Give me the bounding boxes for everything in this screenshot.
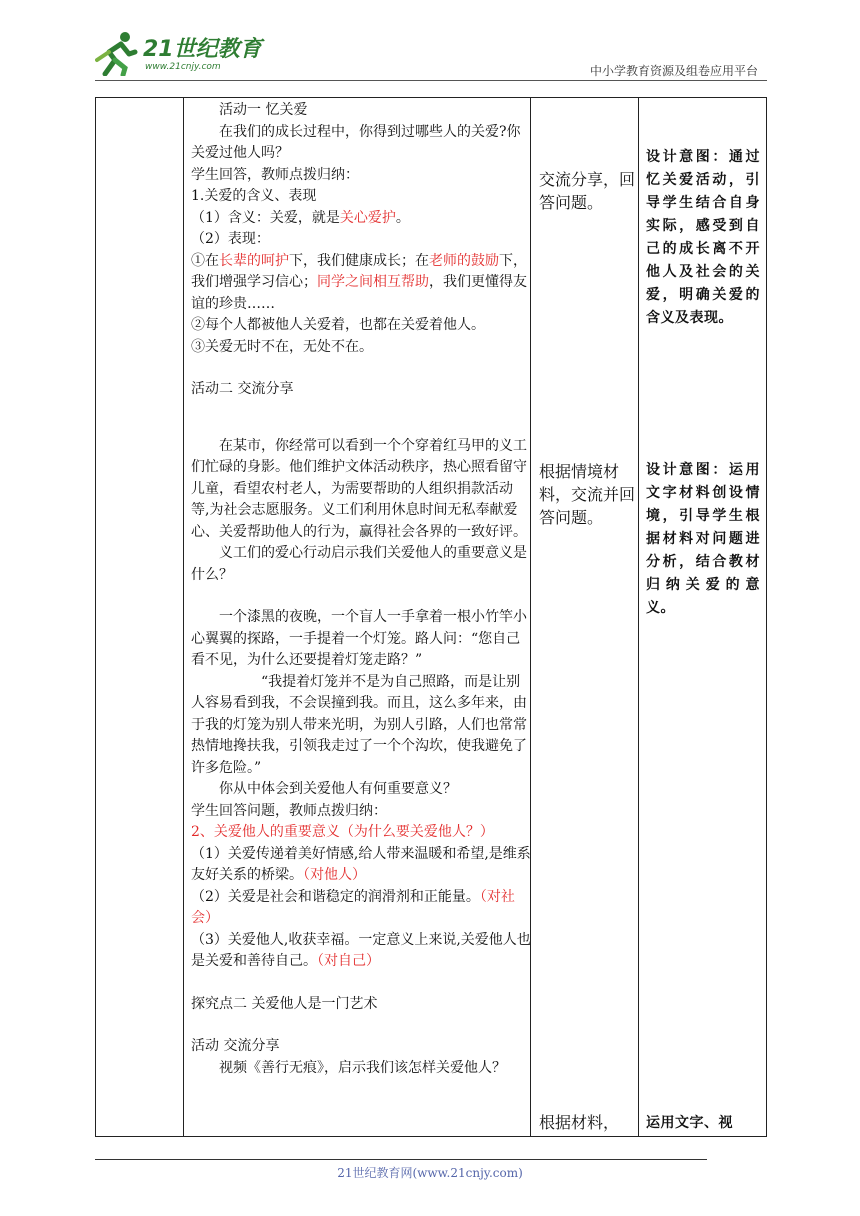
show-item-1: ①在长辈的呵护下，我们健康成长；在老师的鼓励下，我们增强学习信心；同学之间相互帮助，我们更懂得友谊的珍贵…… xyxy=(191,252,527,312)
activity2-title: 活动二 交流分享 xyxy=(191,381,294,397)
column-divider-3 xyxy=(638,97,639,1137)
design-intent-3: 运用文字、视 xyxy=(646,1115,733,1131)
header-divider xyxy=(95,80,767,81)
teaching-content xyxy=(191,100,531,1079)
design-intent-1: 设计意图：通过忆关爱活动，引导学生结合自身实际，感受到自己的成长离不开他人及社会的关爱，明确关爱的含义及表现。 xyxy=(646,149,760,326)
footer-divider xyxy=(95,1159,707,1160)
explore2-title: 探究点二 关爱他人是一门艺术 xyxy=(191,995,378,1012)
page-header xyxy=(0,0,860,90)
runner-logo-icon xyxy=(95,30,139,76)
activity3-title: 活动 交流分享 xyxy=(191,1038,280,1054)
student-activity-3: 根据材料， xyxy=(539,1113,620,1132)
section2-title: 2、关爱他人的重要意义（为什么要关爱他人？） xyxy=(191,824,494,840)
show-item-3: ③关爱无时不在，无处不在。 xyxy=(191,338,373,355)
activity1-answer: 学生回答，教师点拨归纳： xyxy=(191,166,359,183)
platform-name: 中小学教育资源及组卷应用平台 xyxy=(589,64,758,78)
story-part-2: “我提着灯笼并不是为自己照路，而是让别人容易看到我，不会误撞到我。而且，这么多年来，由于我的灯笼为别人带来光明，为别人引路，人们也常常热情地搀扶我，引领我走过了一个个沟坎，使我避免了许多危险。” xyxy=(191,673,527,776)
activity1-question: 在我们的成长过程中，你得到过哪些人的关爱?你关爱过他人吗？ xyxy=(191,123,521,161)
column-divider-1 xyxy=(183,97,184,1137)
activity1-title: 活动一 忆关爱 xyxy=(219,102,308,118)
logo-text: 21世纪教育 xyxy=(143,37,262,62)
significance-3: （3）关爱他人,收获幸福。一定意义上来说,关爱他人也是关爱和善待自己。（对自己） xyxy=(191,931,531,969)
section1-show: （2）表现： xyxy=(191,231,270,247)
significance-1: （1）关爱传递着美好情感,给人带来温暖和希望,是维系友好关系的桥梁。（对他人） xyxy=(191,845,531,883)
activity2-material: 在某市，你经常可以看到一个个穿着红马甲的义工们忙碌的身影。他们维护文体活动秩序，热心照看留守儿童，看望农村老人，为需要帮助的人组织捐款活动等,为社会志愿服务。义工们利用休息时间无私奉献爱心、关爱帮助他人的行为，赢得社会各界的一致好评。 xyxy=(191,437,527,540)
story-answer: 学生回答问题，教师点拨归纳： xyxy=(191,802,387,819)
logo-url: www.21cnjy.com xyxy=(145,62,221,72)
design-intent-2: 设计意图：运用文字材料创设情境，引导学生根据材料对问题进分析，结合教材归纳关爱的意义。 xyxy=(646,462,760,616)
section1-definition: （1）含义：关爱，就是关心爱护。 xyxy=(191,209,410,226)
table-border-right xyxy=(766,97,767,1137)
section1-title: 1.关爱的含义、表现 xyxy=(191,188,317,204)
table-border-top xyxy=(95,97,767,98)
student-activity-2: 根据情境材料，交流并回答问题。 xyxy=(539,462,636,527)
story-part-1: 一个漆黑的夜晚，一个盲人一手拿着一根小竹竿小心翼翼的探路，一手提着一个灯笼。路人问：“您自己看不见，为什么还要提着灯笼走路？” xyxy=(191,609,527,668)
show-item-2: ②每个人都被他人关爱着，也都在关爱着他人。 xyxy=(191,317,485,333)
activity2-question: 义工们的爱心行动启示我们关爱他人的重要意义是什么？ xyxy=(191,545,527,583)
site-logo[interactable] xyxy=(95,30,265,80)
footer-link[interactable]: 21世纪教育网(www.21cnjy.com) xyxy=(337,1166,523,1180)
student-activity-1: 交流分享，回答问题。 xyxy=(539,170,636,212)
activity3-question: 视频《善行无痕》，启示我们该怎样关爱他人？ xyxy=(219,1059,506,1076)
story-question: 你从中体会到关爱他人有何重要意义？ xyxy=(219,781,457,797)
table-border-left xyxy=(95,97,96,1137)
significance-2: （2）关爱是社会和谐稳定的润滑剂和正能量。（对社会） xyxy=(191,888,515,926)
table-border-bottom xyxy=(95,1136,767,1137)
